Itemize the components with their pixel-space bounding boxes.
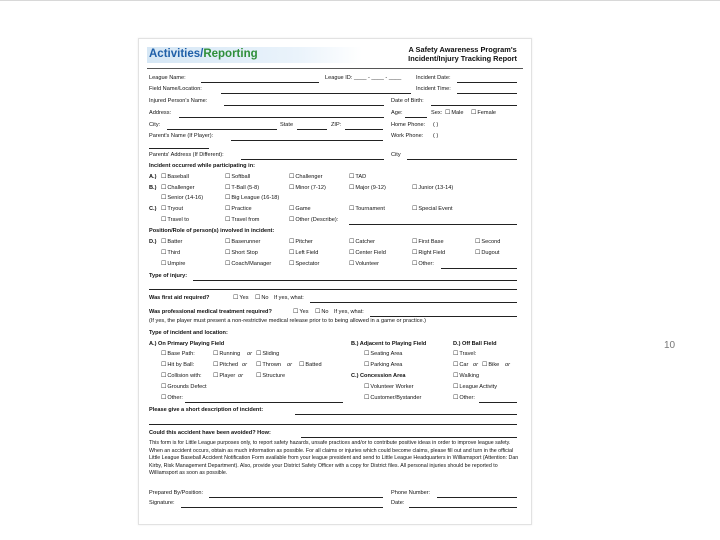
senior-checkbox[interactable]: ☐ Senior (14-16)	[161, 193, 203, 203]
tryout-checkbox[interactable]: ☐ Tryout	[161, 204, 183, 214]
pitcher-checkbox[interactable]: ☐ Pitcher	[289, 237, 313, 247]
date-field[interactable]	[409, 498, 517, 508]
professional-no-checkbox[interactable]: ☐ No	[315, 307, 329, 317]
center-field-checkbox[interactable]: ☐ Center Field	[349, 248, 386, 258]
seating-area-checkbox[interactable]: ☐ Seating Area	[364, 349, 402, 359]
state-label: State	[280, 122, 294, 128]
professional-label: Was professional medical treatment required?	[149, 309, 272, 315]
home-phone-field[interactable]: ( )	[433, 122, 439, 128]
pitched-checkbox[interactable]: ☐ Pitched	[213, 360, 238, 370]
incident-time-label: Incident Time:	[416, 86, 451, 92]
baserunner-checkbox[interactable]: ☐ Baserunner	[225, 237, 260, 247]
header-program-title	[408, 45, 517, 63]
dugout-checkbox[interactable]: ☐ Dugout	[475, 248, 499, 258]
injured-name-label: Injured Person's Name:	[149, 98, 208, 104]
short-desc-field[interactable]	[295, 405, 517, 415]
loc-d-other-field[interactable]	[479, 393, 517, 403]
role-other-field[interactable]	[441, 259, 517, 269]
first-aid-yes-checkbox[interactable]: ☐ Yes	[233, 293, 249, 303]
tad-checkbox[interactable]: ☐ TAD	[349, 172, 366, 182]
base-path-checkbox[interactable]: ☐ Base Path:	[161, 349, 195, 359]
or-text-5: or	[505, 362, 510, 368]
parents-address-label: Parents' Address (If Different):	[149, 152, 224, 158]
home-phone-label: Home Phone:	[391, 122, 426, 128]
parents-name-field-cont[interactable]	[149, 139, 209, 149]
header-rule	[147, 68, 523, 69]
injured-name-field[interactable]	[224, 96, 384, 106]
city-field[interactable]	[167, 120, 277, 130]
or-text-4: or	[473, 362, 478, 368]
umpire-checkbox[interactable]: ☐ Umpire	[161, 259, 185, 269]
phone-number-label: Phone Number:	[391, 490, 431, 496]
top-divider	[0, 0, 720, 1]
sex-label: Sex:	[431, 110, 443, 116]
grounds-defect-checkbox[interactable]: ☐ Grounds Defect	[161, 382, 207, 392]
incident-while-label: Incident occurred while participating in:	[149, 163, 255, 169]
avoided-field[interactable]	[301, 428, 517, 438]
first-base-checkbox[interactable]: ☐ First Base	[412, 237, 444, 247]
big-league-checkbox[interactable]: ☐ Big League (16-18)	[225, 193, 279, 203]
professional-yes-checkbox[interactable]: ☐ Yes	[293, 307, 309, 317]
other-describe-checkbox[interactable]: ☐ Other (Describe):	[289, 215, 338, 225]
zip-field[interactable]	[345, 120, 383, 130]
tournament-checkbox[interactable]: ☐ Tournament	[349, 204, 385, 214]
type-injury-field-cont[interactable]	[149, 280, 517, 290]
type-injury-label: Type of injury:	[149, 273, 188, 279]
date-of-birth-field[interactable]	[431, 96, 517, 106]
league-id-field[interactable]: ____ - ____ - ____	[354, 75, 402, 81]
city-label: City:	[149, 122, 161, 128]
field-name-field[interactable]	[221, 84, 411, 94]
or-text-3: or	[287, 362, 292, 368]
incident-time-field[interactable]	[457, 84, 517, 94]
first-aid-no-checkbox[interactable]: ☐ No	[255, 293, 269, 303]
incident-date-label: Incident Date:	[416, 75, 451, 81]
parents-name-field[interactable]	[231, 131, 383, 141]
signature-label: Signature:	[149, 500, 175, 506]
second-checkbox[interactable]: ☐ Second	[475, 237, 500, 247]
work-phone-field[interactable]: ( )	[433, 133, 439, 139]
professional-if-yes-label: If yes, what:	[334, 309, 364, 315]
league-name-field[interactable]	[201, 73, 319, 83]
prepared-by-label: Prepared By/Position:	[149, 490, 204, 496]
junior-checkbox[interactable]: ☐ Junior (13-14)	[412, 183, 453, 193]
league-id-label: League ID:	[325, 75, 353, 81]
date-label: Date:	[391, 500, 405, 506]
tball-checkbox[interactable]: ☐ T-Ball (5-8)	[225, 183, 259, 193]
first-aid-label: Was first aid required?	[149, 295, 210, 301]
professional-note: (If yes, the player must present a non-restrictive medical release prior to to being allowed in a game or practice.)	[149, 318, 427, 324]
header-program-line2: Incident/Injury Tracking Report	[408, 54, 517, 63]
loc-b-label: B.) Adjacent to Playing Field	[351, 341, 427, 347]
league-name-label: League Name:	[149, 75, 186, 81]
zip-label: ZIP:	[331, 122, 342, 128]
or-text: or	[247, 351, 252, 357]
form-instructions: This form is for Little League purposes only, to report safety hazards, unsafe practices and/or to contribute positive ideas in order to improve league safety. When an accident occurs, obtain as much information as possible. For all claims or injuries which could become claims, please fill out and turn in the official Little League Baseball Accident Notification Form available from your league president and send to Little League Headquarters in Williamsport (Attention: Dan Kirby, Risk Management Department). Also, provide your District Safety Officer with a copy for District files. All personal injuries should be reported to Williamsport as soon as possible.	[149, 440, 519, 477]
city2-label: City	[391, 152, 401, 158]
parents-address-field[interactable]	[241, 150, 384, 160]
short-desc-label: Please give a short description of incident:	[149, 407, 264, 413]
c-label: C.)	[149, 206, 157, 212]
b-challenger-checkbox[interactable]: ☐ Challenger	[161, 183, 194, 193]
incident-report-form	[138, 38, 532, 525]
work-phone-label: Work Phone:	[391, 133, 424, 139]
header-program-line1: A Safety Awareness Program's	[408, 45, 517, 54]
d-label: D.)	[149, 239, 157, 245]
page-number: 10	[664, 340, 676, 351]
third-checkbox[interactable]: ☐ Third	[161, 248, 180, 258]
minor-checkbox[interactable]: ☐ Minor (7-12)	[289, 183, 326, 193]
left-field-checkbox[interactable]: ☐ Left Field	[289, 248, 318, 258]
running-checkbox[interactable]: ☐ Running	[213, 349, 240, 359]
female-checkbox[interactable]: ☐ Female	[471, 108, 496, 118]
right-field-checkbox[interactable]: ☐ Right Field	[412, 248, 445, 258]
baseball-checkbox[interactable]: ☐ Baseball	[161, 172, 189, 182]
player-checkbox[interactable]: ☐ Player	[213, 371, 235, 381]
league-activity-checkbox[interactable]: ☐ League Activity	[453, 382, 497, 392]
a-label: A.)	[149, 174, 157, 180]
role-other-checkbox[interactable]: ☐ Other:	[412, 259, 434, 269]
challenger-checkbox[interactable]: ☐ Challenger	[289, 172, 322, 182]
age-label: Age:	[391, 110, 403, 116]
avoided-label: Could this accident have been avoided? How:	[149, 430, 271, 436]
position-role-label: Position/Role of person(s) involved in incident:	[149, 228, 275, 234]
catcher-checkbox[interactable]: ☐ Catcher	[349, 237, 375, 247]
major-checkbox[interactable]: ☐ Major (9-12)	[349, 183, 386, 193]
parents-name-label: Parent's Name (If Player):	[149, 133, 214, 139]
loc-d-label: D.) Off Ball Field	[453, 341, 497, 347]
header-title-reporting: Reporting	[203, 48, 258, 60]
incident-date-field[interactable]	[457, 73, 517, 83]
male-checkbox[interactable]: ☐ Male	[445, 108, 464, 118]
batter-checkbox[interactable]: ☐ Batter	[161, 237, 182, 247]
short-desc-field-cont[interactable]	[149, 415, 517, 425]
batted-checkbox[interactable]: ☐ Batted	[299, 360, 322, 370]
bike-checkbox[interactable]: ☐ Bike	[482, 360, 499, 370]
spectator-checkbox[interactable]: ☐ Spectator	[289, 259, 319, 269]
collision-checkbox[interactable]: ☐ Collision with:	[161, 371, 202, 381]
phone-number-field[interactable]	[437, 488, 517, 498]
state-field[interactable]	[297, 120, 327, 130]
loc-c-label: C.) Concession Area	[351, 373, 406, 379]
loc-a-label: A.) On Primary Playing Field	[149, 341, 225, 347]
loc-other-field[interactable]	[185, 393, 343, 403]
address-label: Address:	[149, 110, 172, 116]
coach-manager-checkbox[interactable]: ☐ Coach/Manager	[225, 259, 271, 269]
softball-checkbox[interactable]: ☐ Softball	[225, 172, 250, 182]
sliding-checkbox[interactable]: ☐ Sliding	[256, 349, 279, 359]
practice-checkbox[interactable]: ☐ Practice	[225, 204, 252, 214]
travel-from-checkbox[interactable]: ☐ Travel from	[225, 215, 259, 225]
volunteer-checkbox[interactable]: ☐ Volunteer	[349, 259, 379, 269]
travel-checkbox[interactable]: ☐ Travel:	[453, 349, 476, 359]
short-stop-checkbox[interactable]: ☐ Short Stop	[225, 248, 258, 258]
first-aid-field[interactable]	[310, 293, 517, 303]
header-title-activities: Activities/	[149, 48, 204, 60]
other-describe-field[interactable]	[349, 215, 517, 225]
car-checkbox[interactable]: ☐ Car	[453, 360, 468, 370]
header-title	[149, 48, 258, 60]
game-checkbox[interactable]: ☐ Game	[289, 204, 311, 214]
hit-by-ball-checkbox[interactable]: ☐ Hit by Ball:	[161, 360, 194, 370]
walking-checkbox[interactable]: ☐ Walking	[453, 371, 479, 381]
thrown-checkbox[interactable]: ☐ Thrown	[256, 360, 281, 370]
b-label: B.)	[149, 185, 157, 191]
first-aid-if-yes-label: If yes, what:	[274, 295, 304, 301]
prepared-by-field[interactable]	[209, 488, 383, 498]
city2-field[interactable]	[407, 150, 517, 160]
customer-bystander-checkbox[interactable]: ☐ Customer/Bystander	[364, 393, 421, 403]
loc-d-other-checkbox[interactable]: ☐ Other:	[453, 393, 475, 403]
special-event-checkbox[interactable]: ☐ Special Event	[412, 204, 453, 214]
loc-other-checkbox[interactable]: ☐ Other:	[161, 393, 183, 403]
or-text-2: or	[242, 362, 247, 368]
volunteer-worker-checkbox[interactable]: ☐ Volunteer Worker	[364, 382, 414, 392]
date-of-birth-label: Date of Birth:	[391, 98, 424, 104]
field-name-label: Field Name/Location:	[149, 86, 202, 92]
parking-area-checkbox[interactable]: ☐ Parking Area	[364, 360, 402, 370]
structure-checkbox[interactable]: ☐ Structure	[256, 371, 285, 381]
or-text-6: or	[238, 373, 243, 379]
travel-to-checkbox[interactable]: ☐ Travel to	[161, 215, 189, 225]
type-incident-label: Type of incident and location:	[149, 330, 228, 336]
address-field[interactable]	[179, 108, 384, 118]
signature-field[interactable]	[181, 498, 383, 508]
age-field[interactable]	[405, 108, 427, 118]
